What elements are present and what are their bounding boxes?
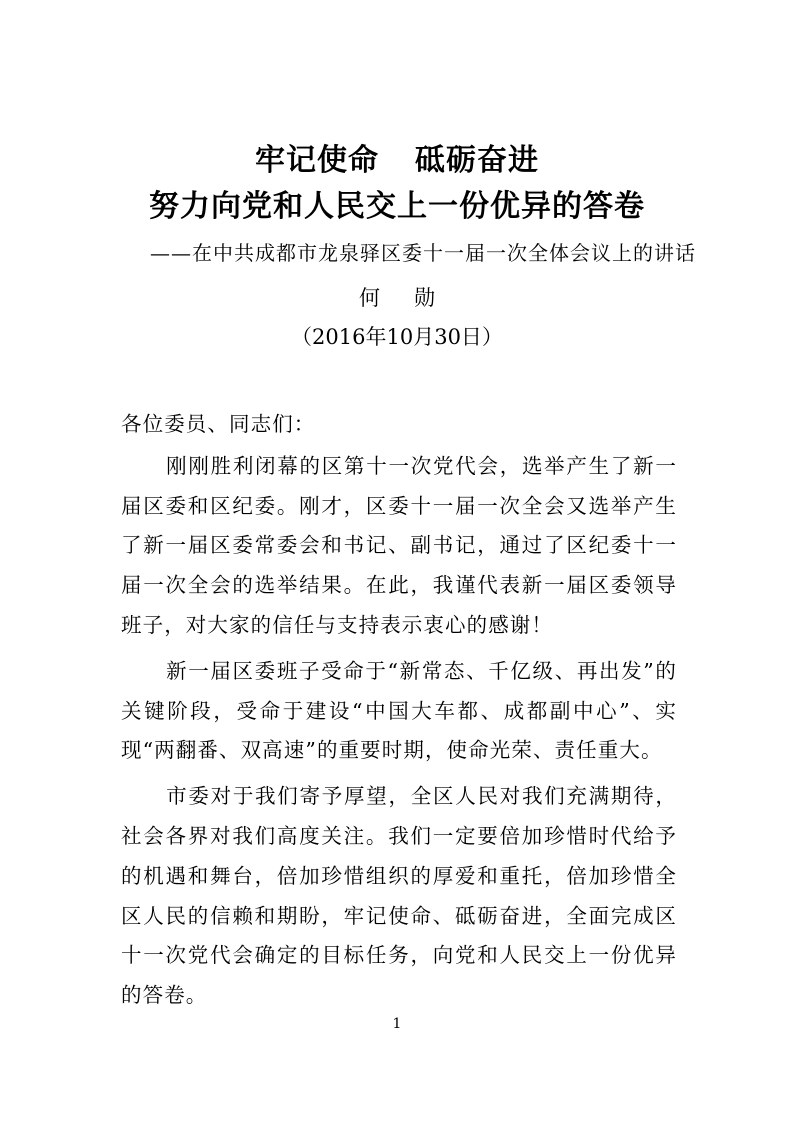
paragraph-2: 新一届区委班子受命于“新常态、千亿级、再出发”的关键阶段，受命于建设“中国大车都、成都副中心”、实现“两翻番、双高速”的重要时期，使命光荣、责任重大。 [121,658,677,763]
body-text [121,405,677,1022]
paragraph-1: 刚刚胜利闭幕的区第十一次党代会，选举产生了新一届区委和区纪委。刚才，区委十一届一次全会又选举产生了新一届区委常委会和书记、副书记，通过了区纪委十一届一次全会的选举结果。在此，我谨代表新一届区委领导班子，对大家的信任与支持表示衷心的感谢！ [121,453,677,637]
title-part-2: 砥砺奋进 [415,143,539,178]
author-char-1: 何 [359,286,380,310]
speech-date: （2016年10月30日） [291,325,503,349]
page-number: 1 [392,1016,402,1032]
title-line-2: 努力向党和人民交上一份优异的答卷 [149,189,645,224]
title-line-1 [0,138,794,184]
salutation: 各位委员、同志们： [121,412,316,436]
author-char-2: 勋 [414,286,435,310]
title-part-1: 牢记使命 [255,143,379,178]
title-block [0,138,794,230]
paragraph-3: 市委对于我们寄予厚望，全区人民对我们充满期待，社会各界对我们高度关注。我们一定要倍加珍惜时代给予的机遇和舞台，倍加珍惜组织的厚爱和重托，倍加珍惜全区人民的信赖和期盼，牢记使命、砥砺奋进，全面完成区十一次党代会确定的目标任务，向党和人民交上一份优异的答卷。 [121,784,677,1008]
subtitle: ——在中共成都市龙泉驿区委十一届一次全体会议上的讲话 [150,241,696,265]
author [0,283,794,313]
